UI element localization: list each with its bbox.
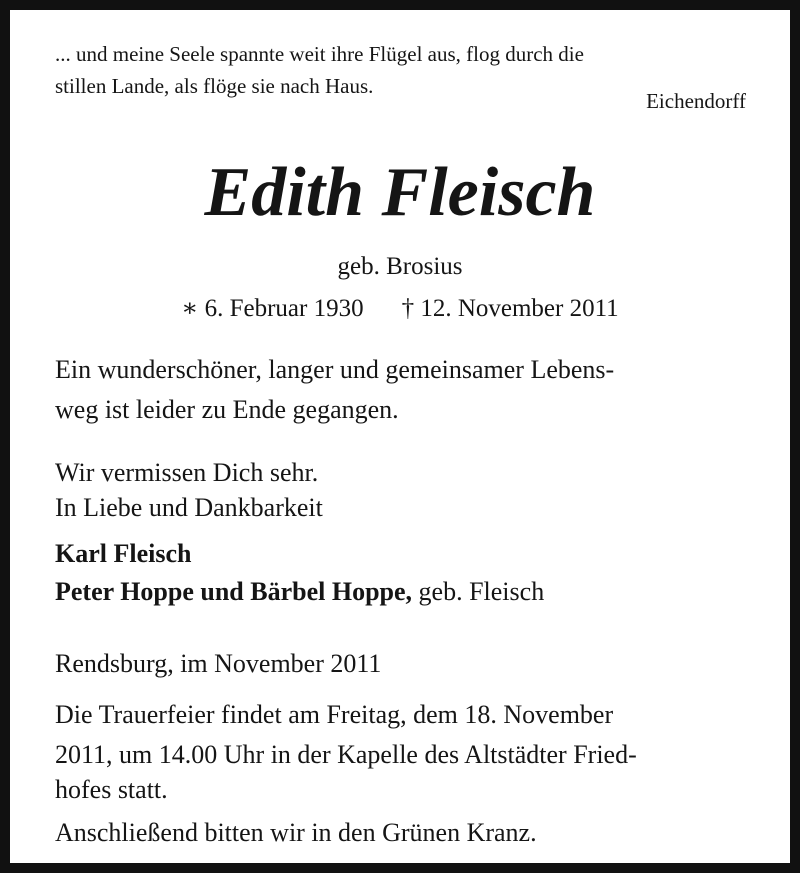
service-line-3: hofes statt. [55,775,168,804]
maiden-name: geb. Brosius [337,253,463,280]
mourner-2-maiden: geb. Fleisch [412,577,545,606]
mourner-1: Karl Fleisch [55,539,192,568]
death-date: † 12. November 2011 [401,295,619,322]
birth-date: ∗ 6. Februar 1930 [181,295,364,322]
quote-line-1: ... und meine Seele spannte weit ihre Flügel aus, flog durch die [55,42,584,66]
deceased-name: Edith Fleisch [204,154,596,231]
place-date: Rendsburg, im November 2011 [55,649,382,678]
mourner-2-names: Peter Hoppe und Bärbel Hoppe, [55,577,413,606]
quote-author: Eichendorff [646,89,746,113]
text-line-2: weg ist leider zu Ende gegangen. [55,395,399,424]
text-line-1: Ein wunderschöner, langer und gemeinsamer Lebens- [55,355,615,384]
text-missing: Wir vermissen Dich sehr. [55,458,319,487]
quote-line-2: stillen Lande, als flöge sie nach Haus. [55,74,374,98]
service-line-4: Anschließend bitten wir in den Grünen Kranz. [55,818,537,847]
life-dates [10,292,790,326]
text-love: In Liebe und Dankbarkeit [55,493,323,522]
mourner-2 [55,572,544,612]
service-line-1: Die Trauerfeier findet am Freitag, dem 18. November [55,700,614,729]
service-line-2: 2011, um 14.00 Uhr in der Kapelle des Altstädter Fried- [55,740,637,769]
